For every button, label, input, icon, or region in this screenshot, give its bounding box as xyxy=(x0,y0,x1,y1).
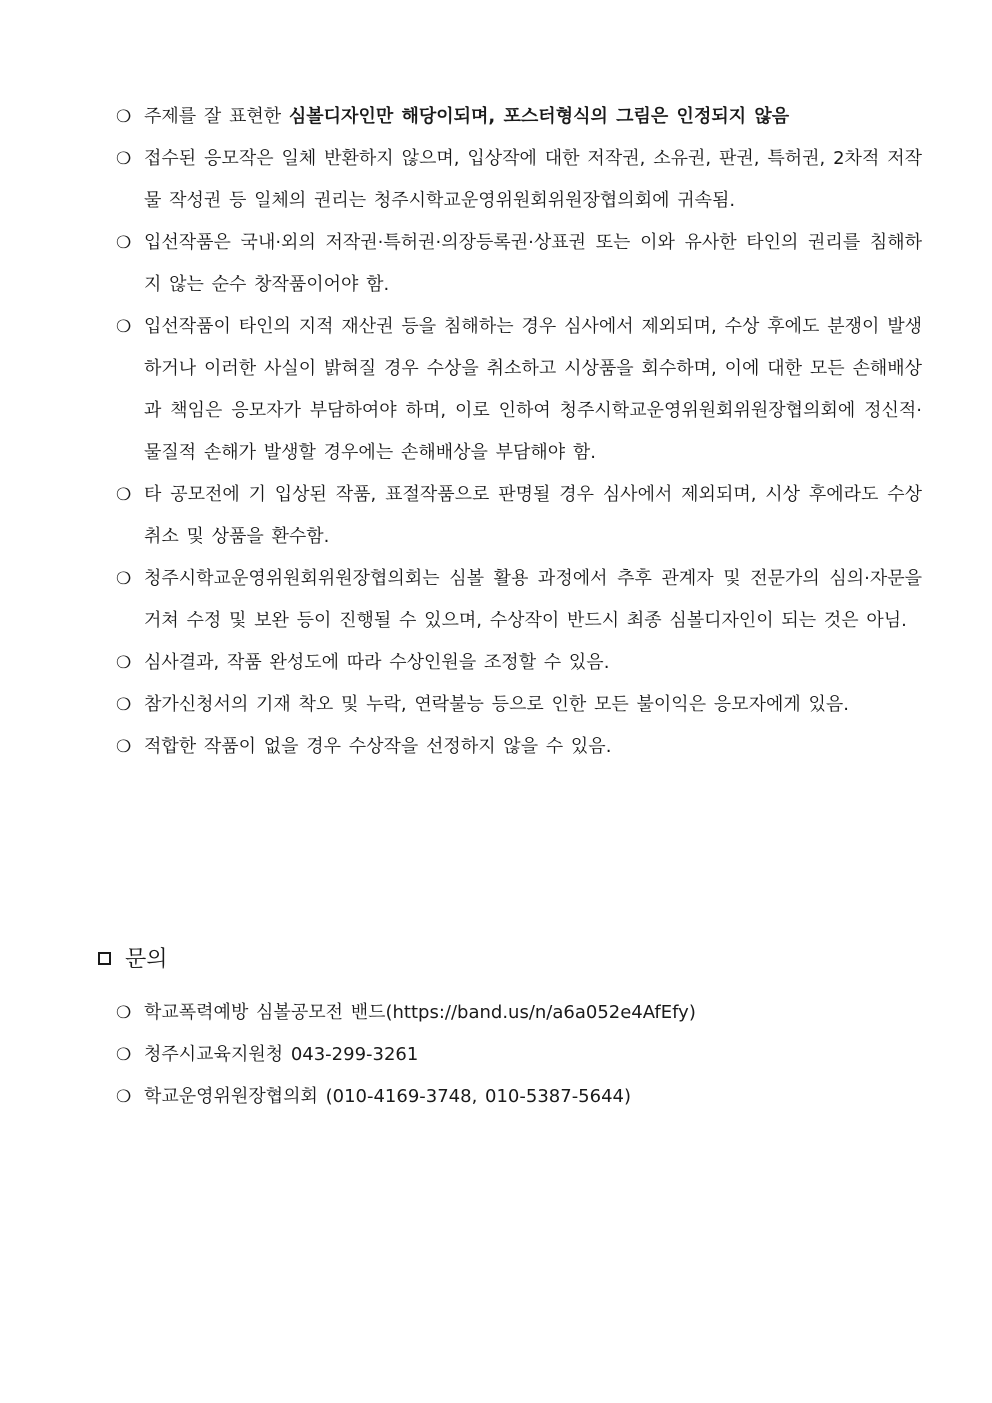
list-item xyxy=(116,684,922,726)
contact-office-text: 청주시교육지원청 043-299-3261 xyxy=(144,1044,419,1065)
bullet-circle-icon: ❍ xyxy=(116,737,132,757)
bullet-circle-icon: ❍ xyxy=(116,149,132,169)
note-text: 참가신청서의 기재 착오 및 누락, 연락불능 등으로 인한 모든 불이익은 응모자에게 있음. xyxy=(144,694,849,715)
note-text: 접수된 응모작은 일체 반환하지 않으며, 입상작에 대한 저작권, 소유권, 판권, 특허권, 2차적 저작물 작성권 등 일체의 권리는 청주시학교운영위원회위원장협의회에 귀속됨. xyxy=(144,148,922,211)
list-item xyxy=(116,138,922,222)
bullet-circle-icon: ❍ xyxy=(116,317,132,337)
list-item xyxy=(116,96,922,138)
list-item xyxy=(116,992,922,1034)
bullet-circle-icon: ❍ xyxy=(116,1003,132,1023)
list-item xyxy=(116,726,922,768)
list-item xyxy=(116,474,922,558)
inquiry-list xyxy=(0,992,992,1118)
inquiry-heading-text: 문의 xyxy=(125,947,168,972)
checkbox-square-icon xyxy=(98,952,111,965)
note-text: 청주시학교운영위원회위원장협의회는 심볼 활용 과정에서 추후 관계자 및 전문가의 심의·자문을 거쳐 수정 및 보완 등이 진행될 수 있으며, 수상작이 반드시 최종 심볼디자인이 되는 것은 아님. xyxy=(144,568,922,631)
bullet-circle-icon: ❍ xyxy=(116,233,132,253)
list-item xyxy=(116,222,922,306)
note-text: 입선작품은 국내·외의 저작권·특허권·의장등록권·상표권 또는 이와 유사한 타인의 권리를 침해하지 않는 순수 창작품이어야 함. xyxy=(144,232,922,295)
contact-council-text: 학교운영위원장협의회 (010-4169-3748, 010-5387-5644) xyxy=(144,1086,632,1107)
list-item xyxy=(116,642,922,684)
note-text: 타 공모전에 기 입상된 작품, 표절작품으로 판명될 경우 심사에서 제외되며, 시상 후에라도 수상 취소 및 상품을 환수함. xyxy=(144,484,922,547)
inquiry-heading xyxy=(98,940,168,980)
bullet-circle-icon: ❍ xyxy=(116,1045,132,1065)
list-item xyxy=(116,558,922,642)
bullet-circle-icon: ❍ xyxy=(116,569,132,589)
notes-list xyxy=(0,96,992,768)
bullet-circle-icon: ❍ xyxy=(116,695,132,715)
bullet-circle-icon: ❍ xyxy=(116,485,132,505)
note-text: 입선작품이 타인의 지적 재산권 등을 침해하는 경우 심사에서 제외되며, 수상 후에도 분쟁이 발생하거나 이러한 사실이 밝혀질 경우 수상을 취소하고 시상품을 회수하며, 이에 대한 모든 손해배상과 책임은 응모자가 부담하여야 하며, 이로 인하여 청주시학교운영위원회위원장협의회에 정신적·물질적 손해가 발생할 경우에는 손해배상을 부담해야 함. xyxy=(144,316,922,463)
list-item xyxy=(116,1034,922,1076)
bullet-circle-icon: ❍ xyxy=(116,1087,132,1107)
note-lead-text: 주제를 잘 표현한 xyxy=(144,106,289,127)
list-item xyxy=(116,306,922,474)
contact-band-text: 학교폭력예방 심볼공모전 밴드(https://band.us/n/a6a052e4AfEfy) xyxy=(144,1002,696,1023)
list-item xyxy=(116,1076,922,1118)
note-text: 심사결과, 작품 완성도에 따라 수상인원을 조정할 수 있음. xyxy=(144,652,610,673)
bullet-circle-icon: ❍ xyxy=(116,653,132,673)
note-emphasis-text: 심볼디자인만 해당이되며, 포스터형식의 그림은 인정되지 않음 xyxy=(288,106,790,127)
bullet-circle-icon: ❍ xyxy=(116,107,132,127)
note-text: 적합한 작품이 없을 경우 수상작을 선정하지 않을 수 있음. xyxy=(144,736,612,757)
